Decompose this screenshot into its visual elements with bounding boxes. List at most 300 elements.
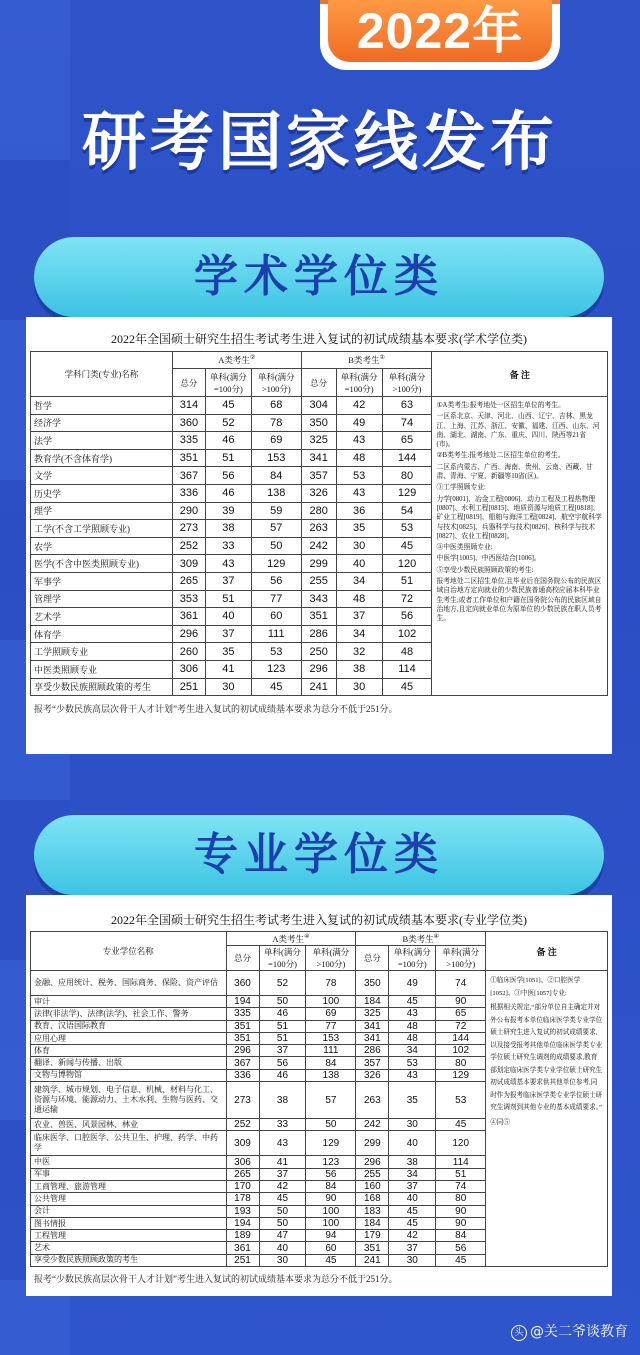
score-cell: 129 <box>306 1131 356 1156</box>
score-cell: 57 <box>251 520 301 538</box>
score-cell: 353 <box>172 590 205 608</box>
score-cell: 38 <box>259 1082 306 1119</box>
score-cell: 189 <box>226 1230 259 1242</box>
score-cell: 286 <box>356 1045 389 1057</box>
score-cell: 56 <box>436 1242 486 1254</box>
header-b-group: B类考生④ <box>356 932 486 946</box>
score-cell: 138 <box>251 484 301 502</box>
score-cell: 299 <box>356 1131 389 1156</box>
score-cell: 273 <box>226 1082 259 1119</box>
note-line: 根据相关规定,“部分单位自主确定并对外公布报考本单位临床医学类专业学位硕士研究生进入复试的初试成绩要求,以及接受报考其他单位临床医学类专业学位硕士研究生调剂的成绩要求,教育部划定临床医学类专业学位硕士研究生初试成绩基本要求供其他单位参考,同时作为报考临床医学类专业学位硕士研究生调剂到其他专业的基本成绩要求。” <box>490 1004 603 1111</box>
score-cell: 170 <box>226 1180 259 1192</box>
score-cell: 184 <box>356 996 389 1008</box>
score-cell: 357 <box>356 1057 389 1069</box>
score-cell: 45 <box>436 1254 486 1266</box>
score-cell: 30 <box>389 1254 436 1266</box>
header-a-single-gt100: 单科(满分>100分) <box>251 369 301 397</box>
score-cell: 114 <box>382 660 432 678</box>
score-cell: 114 <box>436 1156 486 1168</box>
header-a-single100: 单科(满分=100分) <box>259 946 306 971</box>
score-cell: 50 <box>259 996 306 1008</box>
score-cell: 72 <box>382 590 432 608</box>
score-cell: 53 <box>436 1082 486 1119</box>
subject-name: 享受少数民族照顾政策的考生 <box>31 1254 227 1266</box>
score-cell: 325 <box>301 432 336 450</box>
score-cell: 255 <box>356 1168 389 1180</box>
score-cell: 41 <box>259 1156 306 1168</box>
watermark <box>511 1321 628 1341</box>
note-line: ⑤享受少数民族照顾政策的考生: <box>436 566 534 574</box>
score-cell: 59 <box>251 502 301 520</box>
score-cell: 194 <box>226 996 259 1008</box>
score-cell: 43 <box>205 555 251 573</box>
subject-name: 军事 <box>31 1168 227 1180</box>
score-cell: 84 <box>251 467 301 485</box>
score-cell: 160 <box>356 1180 389 1192</box>
score-cell: 53 <box>389 1057 436 1069</box>
header-a-group: A类考生④ <box>226 932 356 946</box>
score-cell: 40 <box>389 1131 436 1156</box>
score-cell: 153 <box>251 449 301 467</box>
score-cell: 309 <box>172 555 205 573</box>
academic-banner-label: 学术学位类 <box>194 251 444 302</box>
header-a-total: 总分 <box>172 369 205 397</box>
score-cell: 84 <box>306 1180 356 1192</box>
score-cell: 43 <box>336 484 382 502</box>
score-cell: 306 <box>172 660 205 678</box>
score-cell: 65 <box>382 432 432 450</box>
score-cell: 335 <box>226 1008 259 1020</box>
subject-name: 翻译、新闻与传播、出版 <box>31 1057 227 1069</box>
score-cell: 56 <box>251 572 301 590</box>
academic-table-title: 2022年全国硕士研究生招生考试考生进入复试的初试成绩基本要求(学术学位类) <box>111 332 527 346</box>
score-cell: 53 <box>251 643 301 661</box>
score-cell: 120 <box>436 1131 486 1156</box>
score-cell: 336 <box>226 1069 259 1081</box>
professional-score-table <box>30 931 608 1267</box>
score-cell: 123 <box>251 660 301 678</box>
score-cell: 77 <box>306 1020 356 1032</box>
score-cell: 43 <box>389 1069 436 1081</box>
main-title: 研考国家线发布 <box>82 106 558 180</box>
score-cell: 357 <box>301 467 336 485</box>
score-cell: 84 <box>436 1230 486 1242</box>
professional-banner <box>34 815 604 895</box>
score-cell: 90 <box>436 996 486 1008</box>
score-cell: 69 <box>306 1008 356 1020</box>
score-cell: 129 <box>382 484 432 502</box>
score-cell: 360 <box>226 971 259 996</box>
subject-name: 文物与博物馆 <box>31 1069 227 1081</box>
score-cell: 51 <box>205 449 251 467</box>
score-cell: 153 <box>306 1032 356 1044</box>
score-cell: 45 <box>382 537 432 555</box>
score-cell: 37 <box>259 1045 306 1057</box>
subject-name: 教育学(不含体育学) <box>31 449 173 467</box>
header-b-total: 总分 <box>301 369 336 397</box>
score-cell: 38 <box>336 660 382 678</box>
score-cell: 65 <box>436 1008 486 1020</box>
note-line: ②B类考生:报考地处二区招生单位的考生。 <box>436 452 565 460</box>
score-cell: 350 <box>301 414 336 432</box>
score-cell: 37 <box>389 1242 436 1254</box>
score-cell: 37 <box>205 572 251 590</box>
score-cell: 56 <box>259 1057 306 1069</box>
score-cell: 50 <box>306 1119 356 1131</box>
score-cell: 30 <box>259 1254 306 1266</box>
score-cell: 360 <box>172 414 205 432</box>
score-cell: 263 <box>301 520 336 538</box>
score-cell: 52 <box>259 971 306 996</box>
subject-name: 应用心理 <box>31 1032 227 1044</box>
score-cell: 43 <box>259 1131 306 1156</box>
score-cell: 242 <box>356 1119 389 1131</box>
score-cell: 43 <box>336 432 382 450</box>
professional-table-title: 2022年全国硕士研究生招生考试考生进入复试的初试成绩基本要求(专业学位类) <box>111 913 527 927</box>
score-cell: 48 <box>336 449 382 467</box>
score-cell: 35 <box>336 520 382 538</box>
score-cell: 367 <box>172 467 205 485</box>
score-cell: 60 <box>251 608 301 626</box>
score-cell: 40 <box>336 555 382 573</box>
score-cell: 42 <box>389 1230 436 1242</box>
toutiao-icon: 头 <box>511 1325 527 1341</box>
table-row <box>31 971 608 996</box>
professional-footnote: 报考“少数民族高层次骨干人才计划”考生进入复试的初试成绩基本要求为总分不低于251分。 <box>34 1274 398 1284</box>
score-cell: 179 <box>356 1230 389 1242</box>
score-cell: 90 <box>436 1205 486 1217</box>
subject-name: 法学 <box>31 432 173 450</box>
score-cell: 51 <box>436 1168 486 1180</box>
subject-name: 历史学 <box>31 484 173 502</box>
note-line: 中医学[1005]、中西医结合[1006]。 <box>436 555 541 563</box>
score-cell: 38 <box>205 520 251 538</box>
score-cell: 80 <box>436 1193 486 1205</box>
score-cell: 30 <box>336 537 382 555</box>
header-b-single100: 单科(满分=100分) <box>336 369 382 397</box>
subject-name: 军事学 <box>31 572 173 590</box>
score-cell: 56 <box>306 1168 356 1180</box>
score-cell: 102 <box>382 625 432 643</box>
score-cell: 37 <box>259 1168 306 1180</box>
score-cell: 361 <box>226 1242 259 1254</box>
note-line: 力学[0801]、冶金工程[0806]、动力工程及工程热物理[0807]、水利工程[0815]、地质资源与地质工程[0818]、矿业工程[0819]、船舶与海洋工程[0824]、航空宇航科学与技术[0825]、兵器科学与技术[0826]、核科学与技术[0827]、农业工程[0828]。 <box>436 495 602 540</box>
score-cell: 273 <box>172 520 205 538</box>
subject-name: 医学(不含中医类照顾专业) <box>31 555 173 573</box>
score-cell: 129 <box>436 1069 486 1081</box>
score-cell: 48 <box>389 1032 436 1044</box>
score-cell: 350 <box>356 971 389 996</box>
score-cell: 36 <box>336 502 382 520</box>
header-notes: 备 注 <box>432 352 608 397</box>
subject-name: 理学 <box>31 502 173 520</box>
score-cell: 41 <box>205 660 251 678</box>
score-cell: 325 <box>356 1008 389 1020</box>
score-cell: 335 <box>172 432 205 450</box>
note-line: 一区系北京、天津、河北、山西、辽宁、吉林、黑龙江、上海、江苏、浙江、安徽、福建、江西、山东、河南、湖北、湖南、广东、重庆、四川、陕西等21省(市)。 <box>436 413 600 449</box>
note-line: ①临床医学[1051]、②口腔医学[1052]、③中医[1057]专业: <box>490 977 581 997</box>
score-cell: 326 <box>356 1069 389 1081</box>
score-cell: 35 <box>205 643 251 661</box>
score-cell: 252 <box>226 1119 259 1131</box>
score-cell: 129 <box>251 555 301 573</box>
note-line: ③工学照顾专业: <box>436 484 486 492</box>
score-cell: 46 <box>205 484 251 502</box>
score-cell: 299 <box>301 555 336 573</box>
score-cell: 144 <box>382 449 432 467</box>
score-cell: 280 <box>301 502 336 520</box>
subject-name: 审计 <box>31 996 227 1008</box>
score-cell: 34 <box>389 1168 436 1180</box>
score-cell: 80 <box>382 467 432 485</box>
header-a-single100: 单科(满分=100分) <box>205 369 251 397</box>
score-cell: 111 <box>306 1045 356 1057</box>
score-cell: 35 <box>389 1082 436 1119</box>
academic-table-body <box>31 397 608 696</box>
score-cell: 30 <box>336 678 382 696</box>
score-cell: 49 <box>336 414 382 432</box>
score-cell: 296 <box>356 1156 389 1168</box>
score-cell: 46 <box>259 1008 306 1020</box>
header-notes: 备 注 <box>486 932 608 971</box>
score-cell: 45 <box>389 996 436 1008</box>
score-cell: 48 <box>336 590 382 608</box>
score-cell: 260 <box>172 643 205 661</box>
header-a-total: 总分 <box>226 946 259 971</box>
watermark-text: @关二爷谈教育 <box>530 1324 628 1340</box>
score-cell: 296 <box>226 1045 259 1057</box>
score-cell: 34 <box>336 625 382 643</box>
score-cell: 252 <box>172 537 205 555</box>
score-cell: 94 <box>306 1230 356 1242</box>
professional-table-panel <box>26 895 612 1296</box>
score-cell: 51 <box>382 572 432 590</box>
score-cell: 80 <box>436 1057 486 1069</box>
score-cell: 74 <box>382 414 432 432</box>
score-cell: 242 <box>301 537 336 555</box>
note-line: 报考地处二区招生单位,且毕业后在国务院公布的民族区域自治地方定向就业的少数民族普通高校应届本科毕业生考生;或者工作单位和户籍在国务院公布的民族区域自治地方,且定向就业单位为原单位的少数民族在职人员考生。 <box>436 578 602 623</box>
score-cell: 37 <box>389 1180 436 1192</box>
score-cell: 351 <box>226 1020 259 1032</box>
notes-cell <box>486 971 608 1267</box>
score-cell: 77 <box>251 590 301 608</box>
subject-name: 图书情报 <box>31 1217 227 1229</box>
header-a-single-gt100: 单科(满分>100分) <box>306 946 356 971</box>
score-cell: 50 <box>259 1205 306 1217</box>
score-cell: 40 <box>389 1193 436 1205</box>
score-cell: 100 <box>306 996 356 1008</box>
score-cell: 351 <box>356 1242 389 1254</box>
score-cell: 251 <box>172 678 205 696</box>
score-cell: 51 <box>259 1032 306 1044</box>
subject-name: 经济学 <box>31 414 173 432</box>
score-cell: 90 <box>436 1217 486 1229</box>
score-cell: 52 <box>205 414 251 432</box>
score-cell: 45 <box>436 1119 486 1131</box>
score-cell: 45 <box>389 1217 436 1229</box>
score-cell: 47 <box>259 1230 306 1242</box>
academic-table-panel <box>26 317 612 754</box>
score-cell: 100 <box>306 1217 356 1229</box>
score-cell: 265 <box>226 1168 259 1180</box>
score-cell: 296 <box>172 625 205 643</box>
score-cell: 51 <box>259 1020 306 1032</box>
score-cell: 144 <box>436 1032 486 1044</box>
subject-name: 临床医学、口腔医学、公共卫生、护理、药学、中药学 <box>31 1131 227 1156</box>
score-cell: 78 <box>306 971 356 996</box>
score-cell: 48 <box>389 1020 436 1032</box>
score-cell: 361 <box>172 608 205 626</box>
subject-name: 体育学 <box>31 625 173 643</box>
academic-score-table <box>30 351 608 696</box>
professional-banner-label: 专业学位类 <box>194 829 444 880</box>
subject-name: 法律(非法学)、法律(法学)、社会工作、警务 <box>31 1008 227 1020</box>
subject-name: 工学(不含工学照顾专业) <box>31 520 173 538</box>
academic-footnote: 报考“少数民族高层次骨干人才计划”考生进入复试的初试成绩基本要求为总分不低于251分。 <box>34 704 398 714</box>
score-cell: 50 <box>259 1217 306 1229</box>
score-cell: 336 <box>172 484 205 502</box>
score-cell: 100 <box>306 1205 356 1217</box>
score-cell: 314 <box>172 397 205 415</box>
note-line: ④同⑤ <box>490 1118 510 1126</box>
score-cell: 184 <box>356 1217 389 1229</box>
subject-name: 农学 <box>31 537 173 555</box>
score-cell: 45 <box>389 1205 436 1217</box>
subject-name: 管理学 <box>31 590 173 608</box>
score-cell: 343 <box>301 590 336 608</box>
score-cell: 90 <box>306 1193 356 1205</box>
subject-name: 金融、应用统计、税务、国际商务、保险、资产评估 <box>31 971 227 996</box>
score-cell: 241 <box>301 678 336 696</box>
score-cell: 54 <box>382 502 432 520</box>
score-cell: 74 <box>436 971 486 996</box>
header-subject: 学科门类(专业)名称 <box>31 352 173 397</box>
subject-name: 文学 <box>31 467 173 485</box>
score-cell: 351 <box>172 449 205 467</box>
table-row <box>31 397 608 415</box>
score-cell: 56 <box>205 467 251 485</box>
score-cell: 53 <box>336 467 382 485</box>
subject-name: 艺术 <box>31 1242 227 1254</box>
score-cell: 48 <box>382 643 432 661</box>
score-cell: 50 <box>251 537 301 555</box>
year-badge-label: 2022年 <box>328 0 552 62</box>
header-b-group: B类考生② <box>301 352 432 369</box>
subject-name: 中医类照顾专业 <box>31 660 173 678</box>
score-cell: 168 <box>356 1193 389 1205</box>
score-cell: 45 <box>251 678 301 696</box>
score-cell: 53 <box>382 520 432 538</box>
score-cell: 33 <box>259 1119 306 1131</box>
subject-name: 公共管理 <box>31 1193 227 1205</box>
subject-name: 工商管理、旅游管理 <box>31 1180 227 1192</box>
note-line: ④中医类照顾专业: <box>436 544 493 552</box>
score-cell: 42 <box>336 397 382 415</box>
header-b-total: 总分 <box>356 946 389 971</box>
score-cell: 341 <box>356 1032 389 1044</box>
header-degree: 专业学位名称 <box>31 932 227 971</box>
score-cell: 45 <box>382 678 432 696</box>
subject-name: 艺术学 <box>31 608 173 626</box>
score-cell: 45 <box>259 1193 306 1205</box>
score-cell: 341 <box>301 449 336 467</box>
score-cell: 111 <box>251 625 301 643</box>
score-cell: 37 <box>336 608 382 626</box>
academic-banner <box>34 237 604 317</box>
score-cell: 304 <box>301 397 336 415</box>
notes-cell <box>432 397 608 696</box>
score-cell: 42 <box>259 1180 306 1192</box>
score-cell: 51 <box>205 590 251 608</box>
score-cell: 57 <box>306 1082 356 1119</box>
header-b-single-gt100: 单科(满分>100分) <box>436 946 486 971</box>
score-cell: 34 <box>389 1045 436 1057</box>
subject-name: 哲学 <box>31 397 173 415</box>
score-cell: 84 <box>306 1057 356 1069</box>
score-cell: 263 <box>356 1082 389 1119</box>
score-cell: 120 <box>382 555 432 573</box>
subject-name: 工程管理 <box>31 1230 227 1242</box>
score-cell: 367 <box>226 1057 259 1069</box>
score-cell: 351 <box>226 1032 259 1044</box>
score-cell: 32 <box>336 643 382 661</box>
note-line: 二区系内蒙古、广西、海南、贵州、云南、西藏、甘肃、青海、宁夏、新疆等10省(区)。 <box>436 463 593 481</box>
score-cell: 72 <box>436 1020 486 1032</box>
score-cell: 68 <box>251 397 301 415</box>
score-cell: 250 <box>301 643 336 661</box>
score-cell: 286 <box>301 625 336 643</box>
score-cell: 78 <box>251 414 301 432</box>
score-cell: 255 <box>301 572 336 590</box>
header-a-group: A类考生② <box>172 352 301 369</box>
score-cell: 40 <box>205 608 251 626</box>
score-cell: 45 <box>306 1254 356 1266</box>
subject-name: 建筑学、城市规划、电子信息、机械、材料与化工、资源与环境、能源动力、土木水利、生物与医药、交通运输 <box>31 1082 227 1119</box>
score-cell: 60 <box>306 1242 356 1254</box>
score-cell: 46 <box>259 1069 306 1081</box>
header-b-single-gt100: 单科(满分>100分) <box>382 369 432 397</box>
subject-name: 教育、汉语国际教育 <box>31 1020 227 1032</box>
score-cell: 290 <box>172 502 205 520</box>
note-line: ①A类考生:报考地处一区招生单位的考生。 <box>436 402 565 409</box>
score-cell: 193 <box>226 1205 259 1217</box>
header-b-single100: 单科(满分=100分) <box>389 946 436 971</box>
score-cell: 341 <box>356 1020 389 1032</box>
score-cell: 183 <box>356 1205 389 1217</box>
score-cell: 351 <box>301 608 336 626</box>
score-cell: 56 <box>382 608 432 626</box>
score-cell: 74 <box>436 1180 486 1192</box>
score-cell: 138 <box>306 1069 356 1081</box>
score-cell: 241 <box>356 1254 389 1266</box>
subject-name: 工学照顾专业 <box>31 643 173 661</box>
subject-name: 中医 <box>31 1156 227 1168</box>
subject-name: 农业、兽医、风景园林、林业 <box>31 1119 227 1131</box>
score-cell: 178 <box>226 1193 259 1205</box>
score-cell: 265 <box>172 572 205 590</box>
score-cell: 326 <box>301 484 336 502</box>
subject-name: 享受少数民族照顾政策的考生 <box>31 678 173 696</box>
score-cell: 309 <box>226 1131 259 1156</box>
score-cell: 123 <box>306 1156 356 1168</box>
score-cell: 38 <box>389 1156 436 1168</box>
score-cell: 102 <box>436 1045 486 1057</box>
score-cell: 63 <box>382 397 432 415</box>
score-cell: 251 <box>226 1254 259 1266</box>
score-cell: 49 <box>389 971 436 996</box>
score-cell: 37 <box>205 625 251 643</box>
score-cell: 296 <box>301 660 336 678</box>
